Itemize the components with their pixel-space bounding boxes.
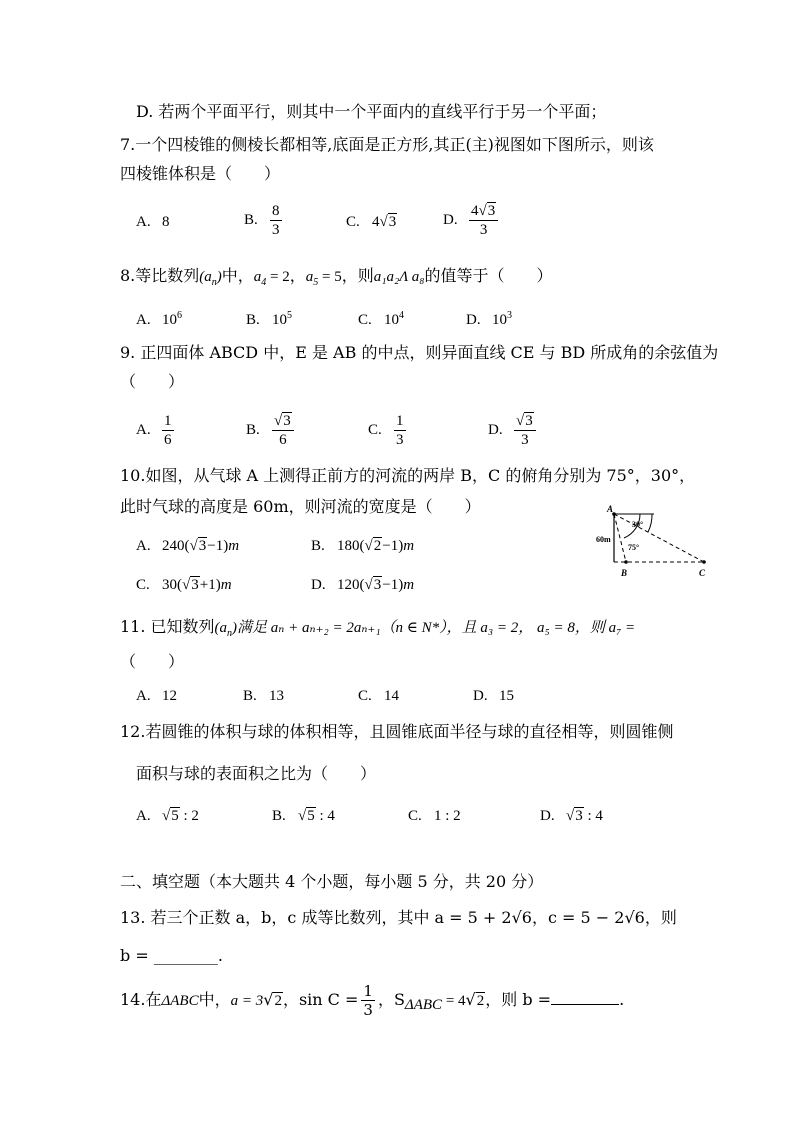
q11-option-c: C. 14 (358, 688, 399, 704)
q12-stem-line2: 面积与球的表面积之比为（ ） (136, 764, 377, 783)
q10-option-a: A. 240(√3−1)m (136, 538, 240, 554)
q10-option-d: D. 120(√3−1)m (311, 577, 415, 593)
q11-option-a: A. 12 (136, 688, 177, 704)
q14-stem: 14.在ΔABC中，a = 3√2，sin C = $\frac{1}{3}$ ，$S_{\Delta ABC} = 4√2$，则 b = . (120, 982, 625, 1019)
fig-label-a: A (607, 504, 614, 514)
fig-label-c: C (699, 568, 706, 578)
q13-stem-line1: 13. 若三个正数 a，b，c 成等比数列，其中 a = 5 + 2√6，c = 5 − 2√6，则 (120, 908, 677, 927)
q8-option-b: B. $10^5$ (246, 310, 292, 328)
q7-option-b: B. $\frac{8}{3}$ (244, 203, 280, 238)
q10-option-c: C. 30(√3+1)m (136, 577, 232, 593)
q10-option-b: B. 180(√2−1)m (311, 538, 415, 554)
q7-option-d: D. $\frac{4√3}{3}$ (443, 202, 498, 239)
q12-option-a: A. √5 : 2 (136, 808, 199, 824)
q9-option-a: A. $\frac{1}{6}$ (136, 413, 172, 448)
q11-option-d: D. 15 (473, 688, 514, 704)
fig-arc-outer (648, 514, 652, 532)
fig-label-b: B (621, 568, 628, 578)
q9-stem: 9. 正四面体 ABCD 中，E 是 AB 的中点，则异面直线 CE 与 BD 所成角的余弦值为 (120, 343, 719, 362)
q8-option-c: C. $10^4$ (358, 310, 404, 328)
fig-label-75: 75° (628, 543, 640, 552)
q11-stem: 11. 已知数列$(a_n)$满足 aₙ + aₙ₊₂ = 2aₙ₊₁（n ∈ N*），且 a₃ = 2， a₅ = 8，则 a₇ = (120, 617, 636, 639)
q8-stem: 8.等比数列$(a_n)$中，$a_4 = 2$，$a_5 = 5$，则a₁a₂Λ a₈的值等于（ ） (120, 266, 553, 288)
q7-stem-line2: 四棱锥体积是（ ） (120, 164, 281, 183)
fig-point-c (702, 560, 706, 564)
q11-paren: （ ） (120, 652, 185, 671)
q12-stem-line1: 12.若圆锥的体积与球的体积相等，且圆锥底面半径与球的直径相等，则圆锥侧 (120, 722, 674, 741)
q9-paren: （ ） (120, 372, 185, 391)
fig-label-height: 60m (596, 535, 611, 544)
q10-figure (596, 500, 712, 582)
fig-point-b (624, 560, 628, 564)
q9-option-b: B. $\frac{√3}{6}$ (246, 412, 294, 449)
q12-option-c: C. 1 : 2 (408, 808, 461, 824)
q9-option-c: C. $\frac{1}{3}$ (368, 413, 404, 448)
q7-option-c: C. 4√3 (346, 214, 397, 230)
q7-stem-line1: 7.一个四棱锥的侧棱长都相等,底面是正方形,其正(主)视图如下图所示，则该 (120, 135, 654, 154)
q8-option-a: A. $10^6$ (136, 310, 182, 328)
q6-option-d: D. 若两个平面平行，则其中一个平面内的直线平行于另一个平面； (136, 102, 607, 121)
q8-option-d: D. $10^3$ (466, 310, 512, 328)
q14-answer-blank (551, 990, 619, 1005)
q9-option-d: D. $\frac{√3}{3}$ (488, 412, 536, 449)
fig-label-30: 30° (632, 520, 644, 529)
q7-option-a: A. 8 (136, 214, 170, 230)
q12-option-d: D. √3 : 4 (540, 808, 603, 824)
q12-option-b: B. √5 : 4 (272, 808, 335, 824)
section-2-title: 二、填空题（本大题共 4 个小题，每小题 5 分，共 20 分） (120, 872, 544, 891)
q10-stem-line1: 10.如图，从气球 A 上测得正前方的河流的两岸 B，C 的俯角分别为 75°，30°， (120, 466, 696, 485)
q13-stem-line2: b = ________. (120, 946, 223, 965)
q11-option-b: B. 13 (243, 688, 284, 704)
q10-stem-line2: 此时气球的高度是 60m，则河流的宽度是（ ） (120, 497, 481, 516)
fig-line-ac (614, 514, 704, 562)
